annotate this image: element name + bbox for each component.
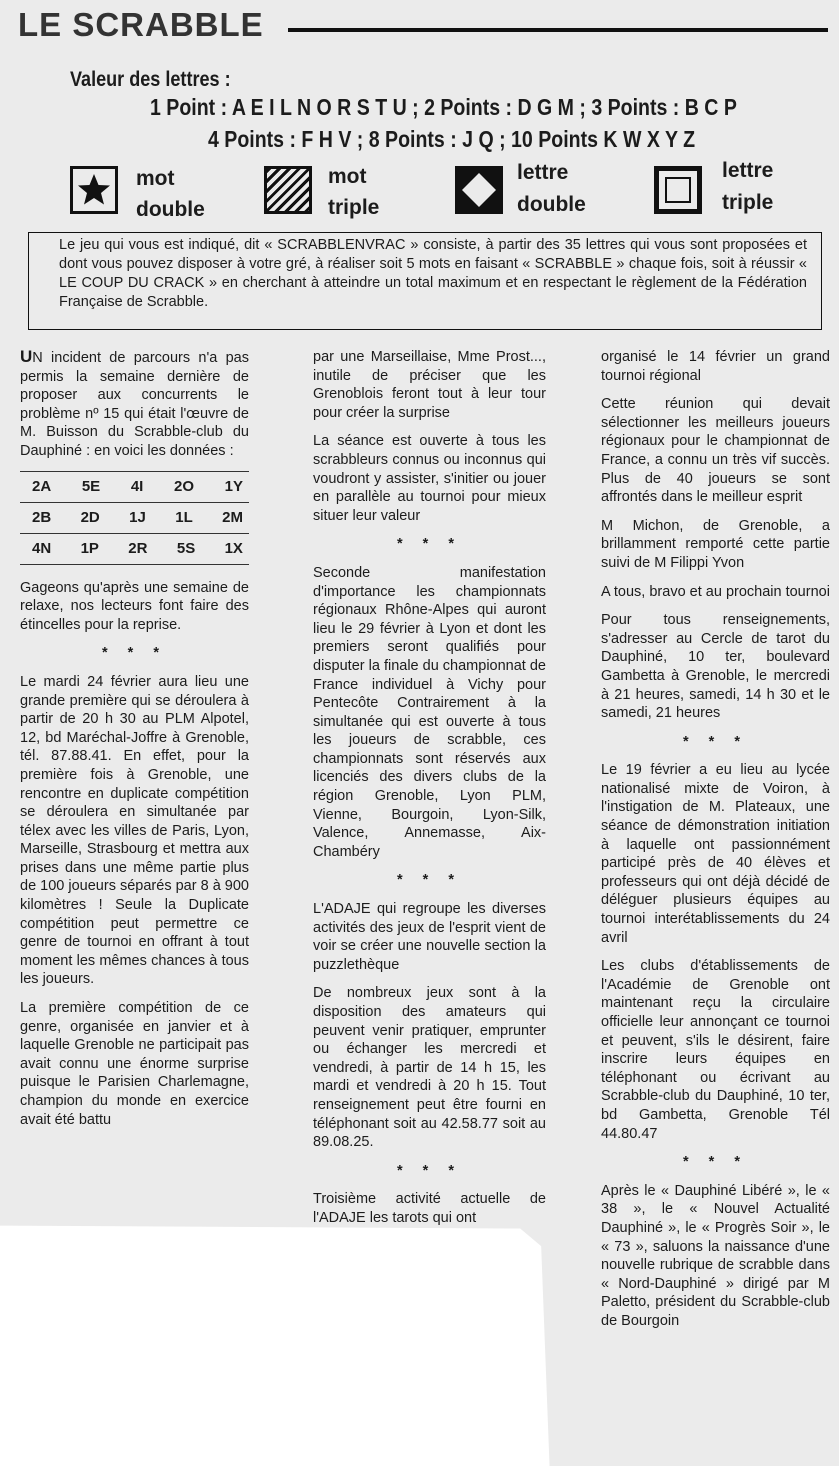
letter-cell: 1X (224, 539, 243, 557)
grid-row (20, 472, 249, 503)
column-1 (20, 348, 249, 1139)
hollow-square-icon (654, 166, 702, 214)
paragraph: A tous, bravo et au prochain tournoi (601, 583, 830, 600)
paragraph: par une Marseillaise, Mme Prost..., inutile de préciser que les Grenoblois feront tout à leur tour pour créer la surprise (313, 349, 546, 421)
star-square-icon (70, 166, 118, 214)
paragraph: Les clubs d'établissements de l'Académie de Grenoble ont maintenant reçu la circulaire officielle leur annonçant ce tournoi et peuvent, s'ils le désirent, faire inscrire leurs équipes en téléphonant ou écrivant au Scrabble-club du Dauphiné, 10 ter, bd Gambetta, Grenoble Tél 44.80.47 (601, 958, 830, 1142)
title-rule (288, 28, 828, 32)
legend-label-1: mot (136, 167, 175, 190)
paragraph: Gageons qu'après une semaine de relaxe, nos lecteurs font faire des étincelles pour la reprise. (20, 579, 249, 633)
section-separator: * * * (397, 1162, 462, 1179)
section-separator: * * * (102, 645, 167, 662)
paragraph-text: N incident de parcours n'a pas permis la semaine dernière de proposer aux concurrents le problème nº 15 qui était l'œuvre de M. Buisson du Scrabble-club du Dauphiné : en voici les données : (20, 350, 249, 459)
grid-row (20, 534, 249, 565)
paragraph: Le mardi 24 février aura lieu une grande première qui se déroulera à partir de 20 h 30 au PLM Alpotel, 12, bd Maréchal-Joffre à Grenoble, tél. 87.88.41. En effet, pour la première fois à Grenoble, une rencontre en duplicate compétition se déroulera en simultanée par télex avec les villes de Paris, Lyon, Marseille, Strasbourg et mettra aux prises dans une même partie plus de 100 joueurs séparés par 8 à 900 kilomètres ! Seule la Duplicate compétition peut permettre ce genre de tournoi en offrant à tout moment les mêmes chances à tous les joueurs. (20, 673, 249, 988)
letter-cell: 1P (80, 539, 99, 557)
letter-cell: 2M (222, 508, 243, 526)
paragraph: L'ADAJE qui regroupe les diverses activités des jeux de l'esprit vient de voir se créer une nouvelle section la puzzlethèque (313, 901, 546, 973)
paragraph: Pour tous renseignements, s'adresser au Cercle de tarot du Dauphiné, 10 ter, boulevard Gambetta à Grenoble, le mercredi à 21 heures, samedi, 14 h 30 et le samedi, 21 heures (601, 612, 830, 722)
letter-values-title: Valeur des lettres : (70, 68, 231, 91)
paragraph: La première compétition de ce genre, organisée en janvier et à laquelle Grenoble ne participait pas avait connu une énorme surprise puisque le Parisien Charlemagne, champion du monde en exercice avait été battu (20, 1000, 249, 1128)
letter-cell: 4N (32, 539, 52, 557)
letter-cell: 2D (80, 508, 100, 526)
hatched-square-icon (264, 166, 312, 214)
diamond-square-icon (455, 166, 503, 214)
letter-cell: 1L (175, 508, 193, 526)
letter-cell: 2R (128, 539, 148, 557)
legend-label-2: triple (722, 191, 774, 214)
grid-row (20, 503, 249, 534)
paragraph: organisé le 14 février un grand tournoi régional (601, 349, 830, 384)
letter-cell: 4I (130, 477, 144, 495)
letter-cell: 5E (81, 477, 101, 495)
letter-cell: 2A (32, 477, 52, 495)
paragraph: Troisième activité actuelle de l'ADAJE les tarots qui ont (313, 1191, 546, 1226)
paragraph: Le 19 février a eu lieu au lycée nationalisé mixte de Voiron, à l'instigation de M. Plateaux, une séance de démonstration initiation à laquelle ont passionnément participé près de 40 élèves et professeurs qui ont déjà décidé de déléguer plusieurs équipes au tournoi interétablissements du 24 avril (601, 762, 830, 946)
letter-cell: 2O (173, 477, 194, 495)
section-separator: * * * (397, 872, 462, 889)
letter-cell: 1Y (224, 477, 243, 495)
section-separator: * * * (683, 1154, 748, 1171)
paragraph: Seconde manifestation d'importance les championnats régionaux Rhône-Alpes qui auront lieu le 29 février à Lyon et dont les premiers seront qualifiés pour disputer la finale du championnat de France individuel à Vichy pour Pentecôte Contrairement à la simultanée qui est ouverte à tous les joueurs de scrabble, ces championnats sont réservés aux licenciés des divers clubs de la région Grenoble, Lyon PLM, Vienne, Bourgoin, Lyon-Silk, Valence, Annemasse, Aix-Chambéry (313, 564, 546, 860)
column-3 (601, 348, 830, 1341)
column-2 (313, 348, 546, 1238)
letter-cell: 1J (129, 508, 146, 526)
page-title: LE SCRABBLE (18, 6, 264, 43)
legend-label-1: mot (328, 165, 367, 188)
paragraph: La séance est ouverte à tous les scrabbleurs connus ou inconnus qui voudront y assister, s'initier ou jouer en parallèle au tournoi pour mieux situer leur valeur (313, 433, 546, 524)
letters-grid (20, 471, 249, 565)
paragraph (20, 348, 249, 461)
legend-label-2: double (517, 193, 586, 216)
rules-box: Le jeu qui vous est indiqué, dit « SCRABBLENVRAC » consiste, à partir des 35 lettres qui vous sont proposées et dont vous pouvez disposer à votre gré, à réaliser soit 5 mots en faisant « SCRABBLE » chaque fois, soit à réussir « LE COUP DU CRACK » en cherchant à atteindre un total maximum et en respectant le règlement de la Fédération Française de Scrabble. (28, 232, 822, 330)
legend-label-2: triple (328, 196, 380, 219)
section-separator: * * * (397, 536, 462, 553)
legend-label-1: lettre (517, 161, 569, 184)
paragraph: Après le « Dauphiné Libéré », le « 38 », le « Nouvel Actualité Dauphiné », le « Progrès Soir », le « 73 », saluons la naissance d'une nouvelle rubrique de scrabble dans « Nord-Dauphiné » dirigé par M Paletto, président du Scrabble-club de Bourgoin (601, 1182, 830, 1329)
paragraph: M Michon, de Grenoble, a brillamment remporté cette partie suivi de M Filippi Yvon (601, 517, 830, 571)
letter-cell: 5S (176, 539, 196, 557)
section-separator: * * * (683, 733, 748, 750)
paragraph: Cette réunion qui devait sélectionner les meilleurs joueurs régionaux pour le championnat de France, a connu un très vif succès. Plus de 40 joueurs se sont affrontés dans le meilleur esprit (601, 396, 830, 506)
paragraph: De nombreux jeux sont à la disposition des amateurs qui peuvent venir pratiquer, emprunter ou échanger les mercredi et vendredi, à partir de 14 h 15, les mardi et vendredi à 20 h 15. Tout renseignement peut être fourni en téléphonant soit au 42.58.77 soit au 89.08.25. (313, 985, 546, 1151)
letter-values-line-1: 1 Point : A E I L N O R S T U ; 2 Points : D G M ; 3 Points : B C P (150, 94, 737, 120)
letter-cell: 2B (32, 508, 52, 526)
letter-values-line-2: 4 Points : F H V ; 8 Points : J Q ; 10 Points K W X Y Z (208, 126, 696, 152)
legend-label-2: double (136, 198, 205, 221)
drop-cap: U (20, 347, 33, 366)
legend-label-1: lettre (722, 159, 774, 182)
